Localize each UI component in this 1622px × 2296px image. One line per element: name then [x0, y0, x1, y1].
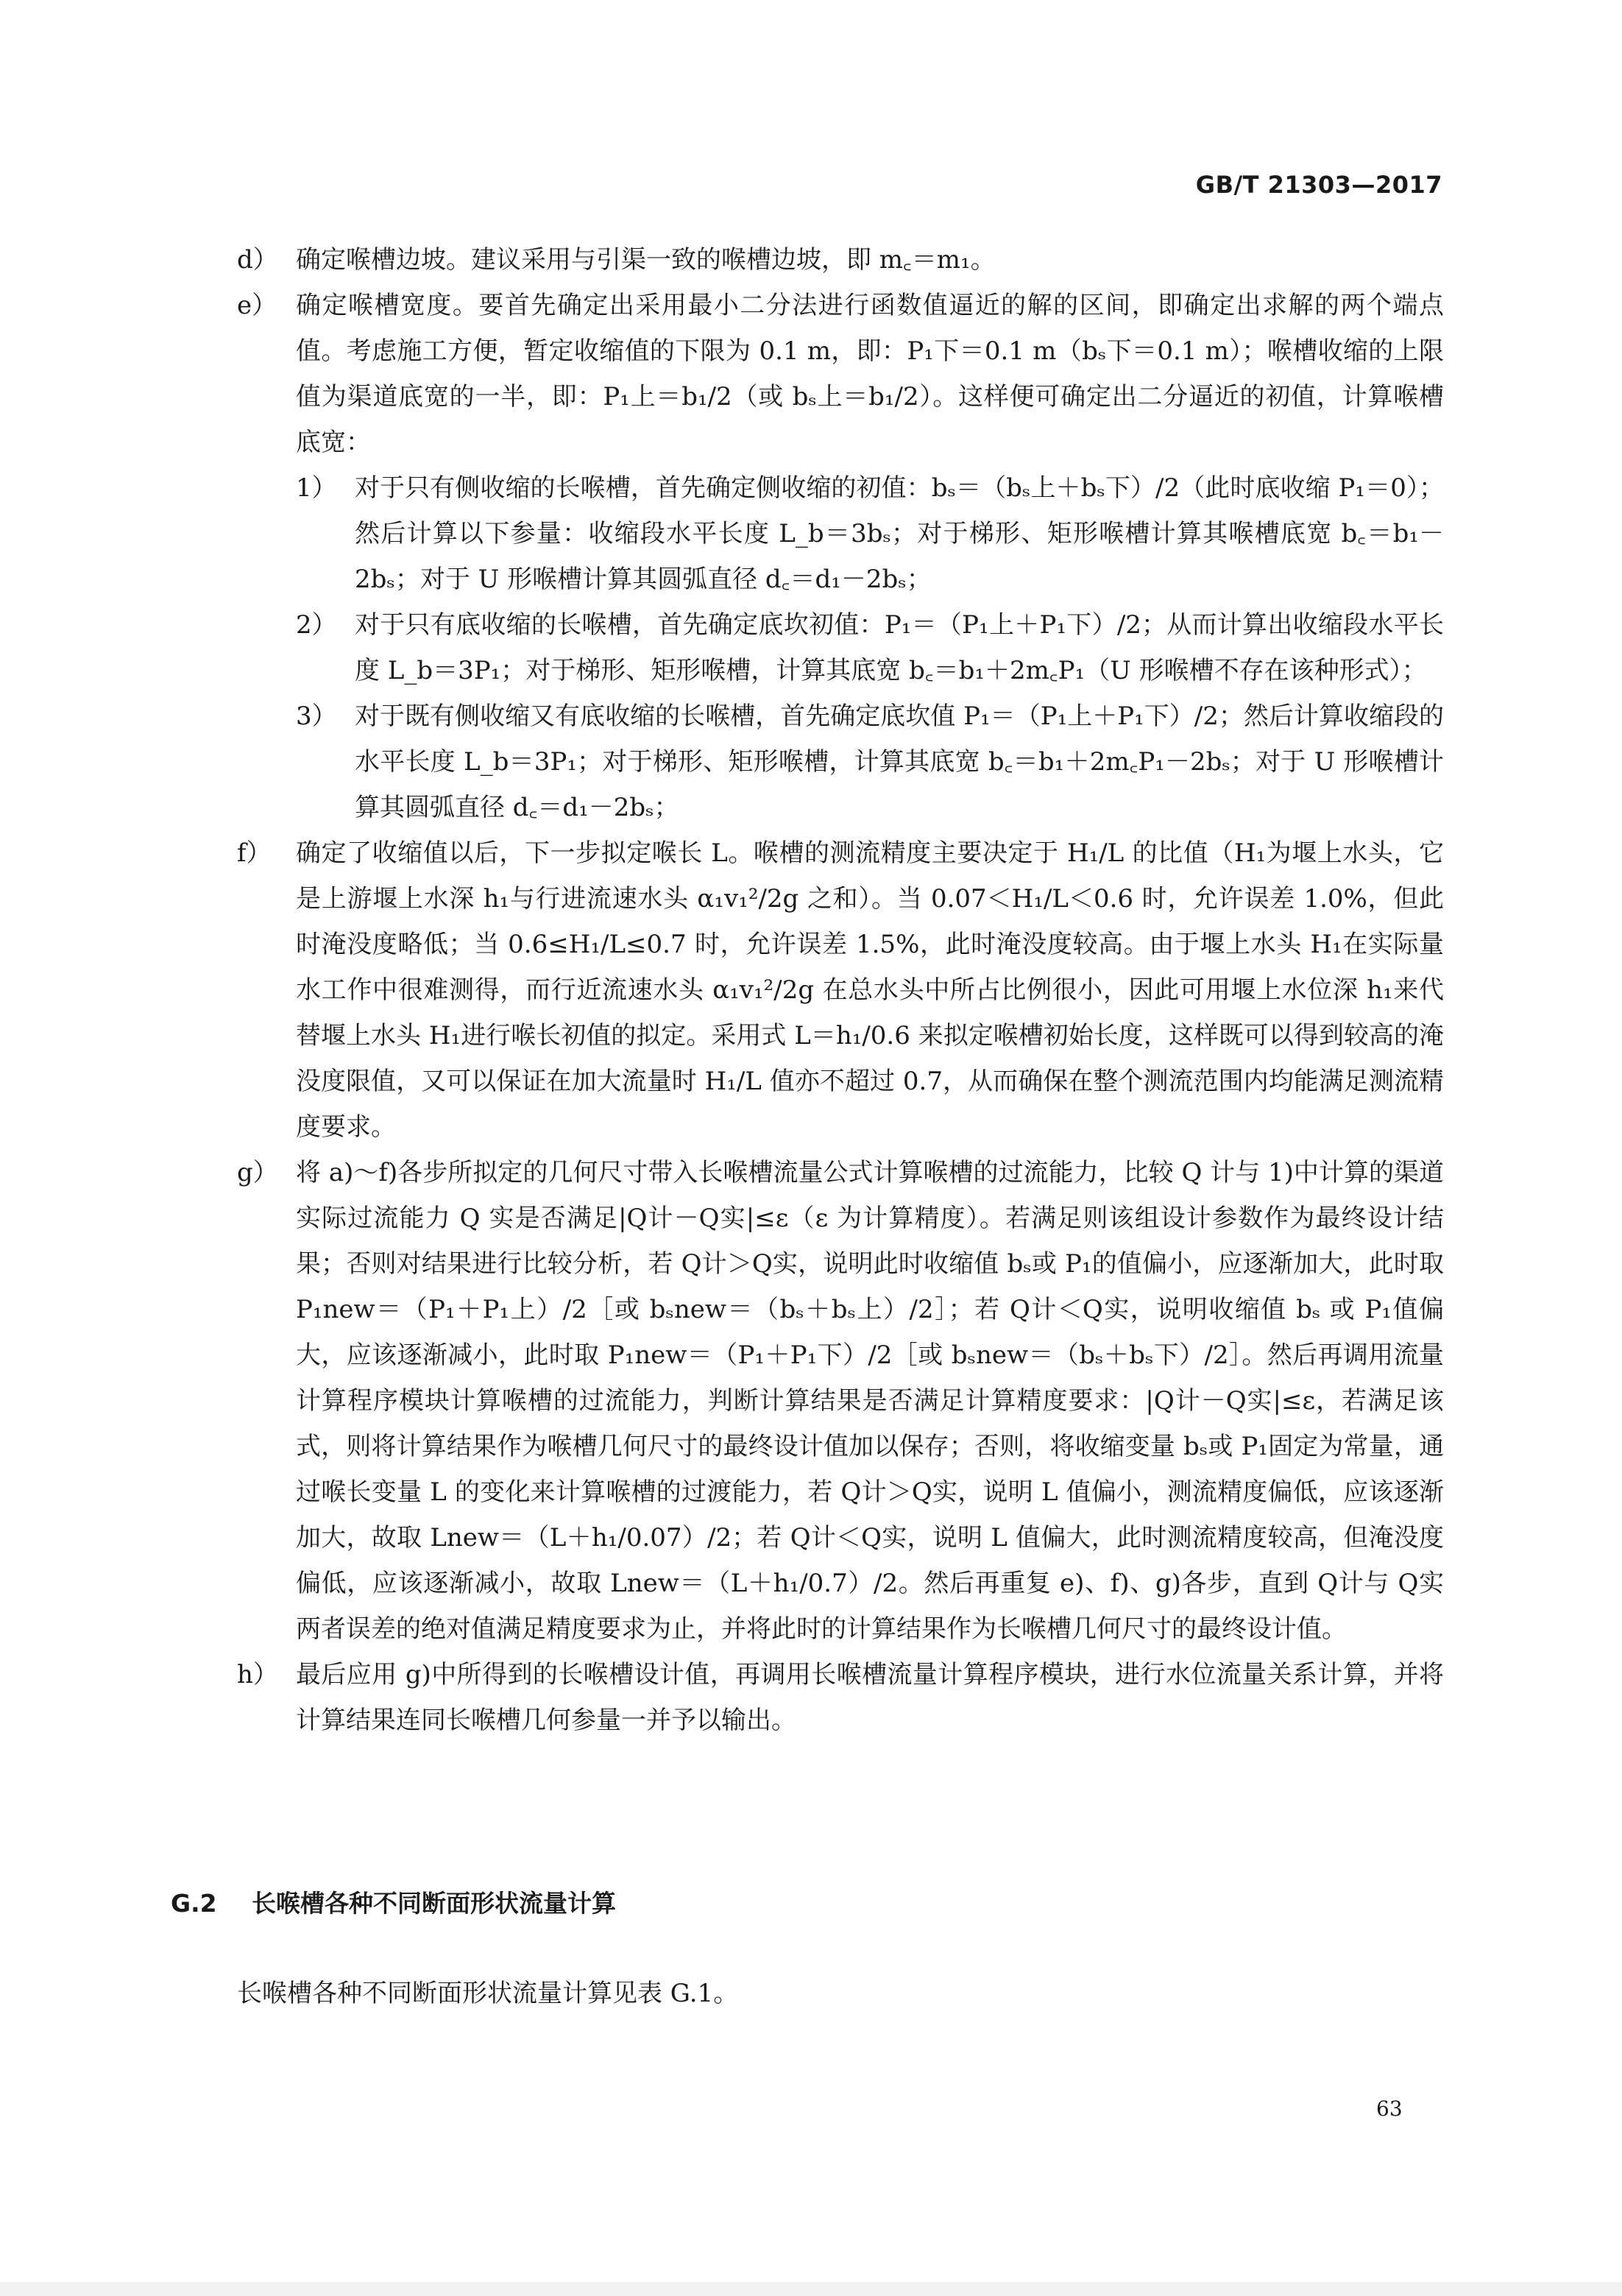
list-item-g: [237, 1150, 1444, 1652]
list-item-h: [237, 1652, 1444, 1743]
list-item-text: 确定了收缩值以后，下一步拟定喉长 L。喉槽的测流精度主要决定于 H₁/L 的比值（H₁为堰上水头，它是上游堰上水深 h₁与行进流速水头 α₁v₁²/2g 之和）。当 0.07＜H₁/L＜0.6 时，允许误差 1.0%，但此时淹没度略低；当 0.6≤H₁/L≤0.7 时，允许误差 1.5%，此时淹没度较高。由于堰上水头 H₁在实际量水工作中很难测得，而行近流速水头 α₁v₁²/2g 在总水头中所占比例很小，因此可用堰上水位深 h₁来代替堰上水头 H₁进行喉长初值的拟定。采用式 L＝h₁/0.6 来拟定喉槽初始长度，这样既可以得到较高的淹没度限值，又可以保证在加大流量时 H₁/L 值亦不超过 0.7，从而确保在整个测流范围内均能满足测流精度要求。: [296, 838, 1444, 1142]
sub-marker: 1）: [296, 473, 337, 503]
standard-number: GB/T 21303—2017: [1195, 171, 1442, 199]
page-content: [237, 237, 1444, 1743]
list-item-text: 将 a)～f)各步所拟定的几何尺寸带入长喉槽流量公式计算喉槽的过流能力，比较 Q 计与 1)中计算的渠道实际过流能力 Q 实是否满足|Q计－Q实|≤ε（ε 为计算精度）。若满足则该组设计参数作为最终设计结果；否则对结果进行比较分析，若 Q计＞Q实，说明此时收缩值 bₛ或 P₁的值偏小，应逐渐加大，此时取 P₁new＝（P₁＋P₁上）/2［或 bₛnew＝（bₛ＋bₛ上）/2］；若 Q计＜Q实，说明收缩值 bₛ 或 P₁值偏大，应该逐渐减小，此时取 P₁new＝（P₁＋P₁下）/2［或 bₛnew＝（bₛ＋bₛ下）/2］。然后再调用流量计算程序模块计算喉槽的过流能力，判断计算结果是否满足计算精度要求：|Q计－Q实|≤ε，若满足该式，则将计算结果作为喉槽几何尺寸的最终设计值加以保存；否则，将收缩变量 bₛ或 P₁固定为常量，通过喉长变量 L 的变化来计算喉槽的过渡能力，若 Q计＞Q实，说明 L 值偏小，测流精度偏低，应该逐渐加大，故取 Lnew＝（L＋h₁/0.07）/2；若 Q计＜Q实，说明 L 值偏大，此时测流精度较高，但淹没度偏低，应该逐渐减小，故取 Lnew＝（L＋h₁/0.7）/2。然后再重复 e)、f)、g)各步，直到 Q计与 Q实两者误差的绝对值满足精度要求为止，并将此时的计算结果作为长喉槽几何尺寸的最终设计值。: [296, 1158, 1444, 1644]
sub-marker: 3）: [296, 702, 337, 731]
page-number: 63: [1376, 2097, 1403, 2121]
list-marker: e）: [237, 291, 277, 320]
list-marker: f）: [237, 838, 272, 868]
list-item-text: 确定喉槽宽度。要首先确定出采用最小二分法进行函数值逼近的解的区间，即确定出求解的两个端点值。考虑施工方便，暂定收缩值的下限为 0.1 m，即：P₁下＝0.1 m（bₛ下＝0.1 m）；喉槽收缩的上限值为渠道底宽的一半，即：P₁上＝b₁/2（或 bₛ上＝b₁/2）。这样便可确定出二分逼近的初值，计算喉槽底宽：: [296, 291, 1444, 457]
section-heading: [171, 1885, 616, 1919]
list-item-e: [237, 283, 1444, 465]
sub-item-1: [237, 465, 1444, 602]
sub-item-text: 对于只有侧收缩的长喉槽，首先确定侧收缩的初值：bₛ＝（bₛ上＋bₛ下）/2（此时底收缩 P₁＝0）；然后计算以下参量：收缩段水平长度 L_b＝3bₛ；对于梯形、矩形喉槽计算其喉槽底宽 b꜀＝b₁－2bₛ；对于 U 形喉槽计算其圆弧直径 d꜀＝d₁－2bₛ；: [355, 473, 1444, 594]
list-item-text: 确定喉槽边坡。建议采用与引渠一致的喉槽边坡，即 m꜀＝m₁。: [296, 245, 996, 275]
sub-item-2: [237, 602, 1444, 693]
section-number: G.2: [171, 1889, 217, 1918]
list-marker: h）: [237, 1660, 278, 1689]
sub-item-text: 对于只有底收缩的长喉槽，首先确定底坎初值：P₁＝（P₁上＋P₁下）/2；从而计算出收缩段水平长度 L_b＝3P₁；对于梯形、矩形喉槽，计算其底宽 b꜀＝b₁＋2m꜀P₁（U 形喉槽不存在该种形式）；: [355, 610, 1444, 685]
list-item-text: 最后应用 g)中所得到的长喉槽设计值，再调用长喉槽流量计算程序模块，进行水位流量关系计算，并将计算结果连同长喉槽几何参量一并予以输出。: [296, 1660, 1444, 1735]
sub-marker: 2）: [296, 610, 337, 640]
list-marker: d）: [237, 245, 278, 275]
list-item-f: [237, 830, 1444, 1150]
bottom-edge-bar: [0, 2282, 1622, 2296]
section-body-text: 长喉槽各种不同断面形状流量计算见表 G.1。: [237, 1979, 739, 2008]
section-title: 长喉槽各种不同断面形状流量计算: [252, 1889, 616, 1918]
list-marker: g）: [237, 1158, 278, 1187]
sub-item-text: 对于既有侧收缩又有底收缩的长喉槽，首先确定底坎值 P₁＝（P₁上＋P₁下）/2；然后计算收缩段的水平长度 L_b＝3P₁；对于梯形、矩形喉槽，计算其底宽 b꜀＝b₁＋2m꜀P₁－2bₛ；对于 U 形喉槽计算其圆弧直径 d꜀＝d₁－2bₛ；: [355, 702, 1444, 822]
list-item-d: [237, 237, 1444, 283]
sub-item-3: [237, 693, 1444, 830]
